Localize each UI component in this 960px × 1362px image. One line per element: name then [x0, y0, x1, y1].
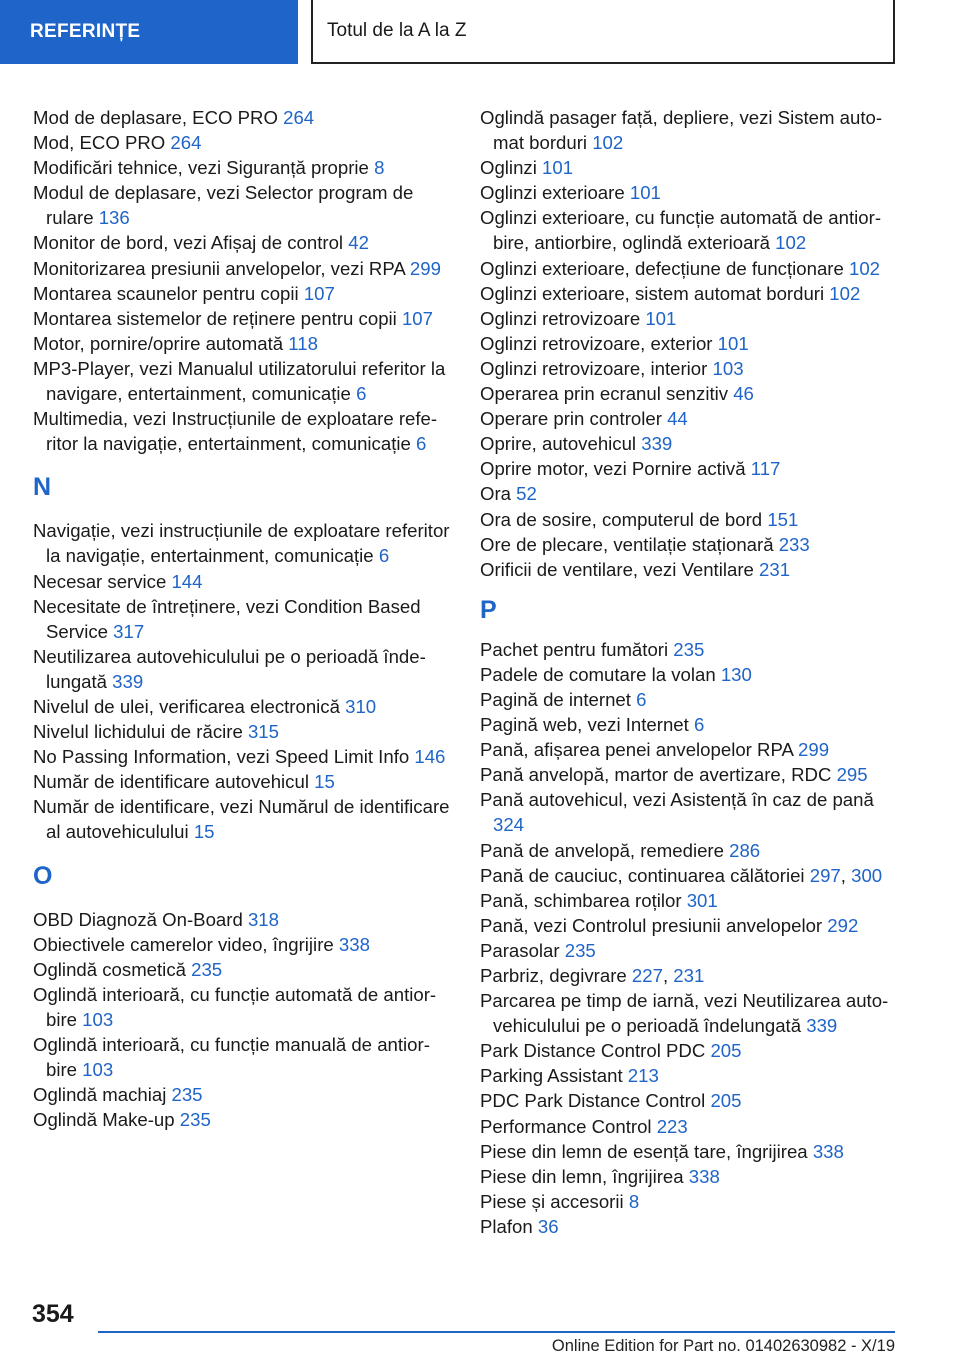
page-link[interactable]: 235 [564, 939, 596, 961]
entry-text: Pană de anvelopă, remediere [480, 839, 730, 861]
page-link[interactable]: 299 [798, 739, 830, 761]
index-entry [480, 281, 905, 306]
page-link[interactable]: 102 [849, 257, 881, 279]
page-link[interactable]: 102 [829, 282, 861, 304]
entry-text: Nivelul lichidului de răcire [33, 721, 248, 743]
index-entry [480, 637, 905, 662]
index-entry [480, 381, 905, 406]
page-link[interactable]: 102 [775, 232, 807, 254]
entry-text: Piese și accesorii [480, 1190, 629, 1212]
index-entry [33, 406, 453, 456]
entry-text: Număr de identificare, vezi Numărul de identificare al autovehiculului [33, 796, 450, 843]
page-link[interactable]: 6 [378, 545, 390, 567]
entry-text: Operare prin controler [480, 408, 668, 430]
entry-text: Park Distance Control PDC [480, 1040, 711, 1062]
entry-text: Modul de deplasare, vezi Selector program de rulare [33, 182, 414, 229]
entry-text: MP3-Player, vezi Manualul utilizatorului referitor la navigare, entertainment, comunicație [33, 357, 446, 405]
index-entry [33, 957, 453, 982]
page-link[interactable]: 339 [641, 433, 673, 455]
index-entry [480, 938, 905, 963]
page-link[interactable]: 151 [767, 508, 799, 530]
page-link[interactable]: 15 [314, 771, 335, 793]
entry-text: Oglinzi exterioare, defecțiune de funcționare [480, 257, 849, 279]
entry-text: Mod de deplasare, ECO PRO [33, 107, 284, 128]
page-link[interactable]: 107 [401, 307, 433, 329]
entry-text: Ore de plecare, ventilație staționară [480, 533, 779, 555]
index-entry [480, 662, 905, 687]
entry-text: , [840, 864, 852, 886]
index-entry [480, 888, 905, 913]
entry-text: Oglindă interioară, cu funcție automată de antiorbire [33, 983, 437, 1030]
entry-text: PDC Park Distance Control [480, 1090, 711, 1112]
page-link[interactable]: 235 [673, 638, 705, 660]
entry-text: Padele de comutare la volan [480, 663, 721, 685]
entry-text: Oprire, autovehicul [480, 433, 642, 455]
index-entry [480, 557, 905, 582]
page-link[interactable]: 339 [806, 1015, 838, 1037]
index-entry [480, 988, 905, 1038]
page-link[interactable]: 338 [338, 933, 370, 955]
index-entry [33, 130, 453, 155]
page-link[interactable]: 235 [191, 958, 223, 980]
entry-text: Oglindă Make-up [33, 1109, 180, 1131]
page-link[interactable]: 46 [733, 383, 754, 405]
page-link[interactable]: 338 [812, 1140, 844, 1162]
entry-text: Pagină web, vezi Internet [480, 714, 694, 736]
page-link[interactable]: 235 [179, 1109, 211, 1131]
index-entry [480, 155, 905, 180]
page-link[interactable]: 213 [627, 1065, 659, 1087]
entry-text: Număr de identificare autovehicul [33, 771, 315, 793]
page-link[interactable]: 144 [171, 570, 203, 592]
index-entry [480, 1214, 905, 1239]
index-entry [480, 963, 905, 988]
entry-text: Pană, schimbarea roților [480, 889, 687, 911]
page-link[interactable]: 103 [82, 1008, 114, 1030]
entry-text: Pană anvelopă, martor de avertizare, RDC [480, 764, 837, 786]
index-letter-heading: N [33, 473, 52, 502]
page-link[interactable]: 102 [592, 132, 624, 154]
entry-text: Oprire motor, vezi Pornire activă [480, 458, 751, 480]
entry-text: Oglinzi retrovizoare [480, 307, 646, 329]
index-entry [33, 518, 453, 568]
index-entry [33, 230, 453, 255]
entry-text: Necesitate de întreținere, vezi Condition Based Service [33, 595, 421, 642]
index-entry [480, 1114, 905, 1139]
entry-text: , [662, 965, 674, 986]
entry-text: Navigație, vezi instrucțiunile de exploatare referitor la navigație, entertainment, comunicație [33, 520, 450, 567]
index-entry [480, 180, 905, 205]
index-entry [33, 744, 453, 769]
page-link[interactable]: 101 [645, 307, 677, 329]
entry-text: No Passing Information, vezi Speed Limit Info [33, 746, 415, 768]
index-entry [480, 687, 905, 712]
index-entry [480, 1189, 905, 1214]
entry-text: Montarea scaunelor pentru copii [33, 282, 304, 304]
index-letter-heading: O [33, 861, 53, 890]
entry-text: Operarea prin ecranul senzitiv [480, 383, 734, 405]
index-entry [480, 481, 905, 506]
entry-text: Piese din lemn, îngrijirea [480, 1165, 689, 1187]
page-link[interactable]: 130 [720, 663, 752, 685]
entry-text: Ora de sosire, computerul de bord [480, 508, 768, 530]
page-link[interactable]: 107 [303, 282, 335, 304]
footer-edition: Online Edition for Part no. 01402630982 - X/19 [551, 1337, 895, 1355]
page-link[interactable]: 301 [686, 889, 718, 911]
index-column-left [33, 105, 453, 1132]
entry-text: Monitorizarea presiunii anvelopelor, vezi RPA [33, 257, 410, 279]
index-entry [480, 532, 905, 557]
entry-text: Oglinzi exterioare [480, 182, 630, 204]
entry-text: Performance Control [480, 1115, 657, 1137]
page-link[interactable]: 36 [537, 1215, 559, 1237]
page-link[interactable]: 118 [288, 332, 318, 354]
index-entry [480, 1139, 905, 1164]
index-entry [480, 507, 905, 532]
index-column-right [480, 105, 905, 1239]
page-link[interactable]: 103 [82, 1059, 114, 1081]
index-entry [480, 256, 905, 281]
footer-divider [98, 1331, 895, 1333]
entry-text: Plafon [480, 1215, 538, 1237]
section-title: REFERINȚE [30, 21, 141, 42]
entry-text: Monitor de bord, vezi Afișaj de control [33, 232, 349, 254]
page-link[interactable]: 44 [667, 408, 688, 430]
index-entry [480, 306, 905, 331]
index-entry [480, 456, 905, 481]
page-link[interactable]: 295 [836, 764, 868, 786]
entry-text: Ora [480, 483, 517, 505]
entry-text: Oglindă pasager față, depliere, vezi Sistem automat borduri [480, 107, 883, 154]
page-link[interactable]: 324 [493, 814, 525, 836]
chapter-title: Totul de la A la Z [327, 20, 467, 41]
page-link[interactable]: 8 [374, 157, 385, 179]
entry-text: Pană de cauciuc, continuarea călătoriei [480, 864, 810, 886]
index-entry [480, 1063, 905, 1088]
entry-text: Neutilizarea autovehiculului pe o perioadă îndelungată [33, 645, 426, 692]
page-link[interactable]: 227 [631, 965, 663, 986]
index-letter-heading: P [480, 595, 497, 624]
page-link[interactable]: 15 [193, 821, 215, 843]
index-entry [480, 913, 905, 938]
page-link[interactable]: 8 [628, 1190, 640, 1212]
entry-text: Oglinzi [480, 157, 543, 179]
entry-text: Oglindă interioară, cu funcție manuală de antiorbire [33, 1034, 430, 1081]
index-entry [480, 331, 905, 356]
page-link[interactable]: 297 [809, 864, 841, 886]
page-link[interactable]: 300 [851, 864, 883, 886]
entry-text: Oglindă machiaj [33, 1084, 172, 1106]
page-link[interactable]: 205 [710, 1090, 742, 1112]
entry-text: Pagină de internet [480, 688, 637, 710]
index-entry [33, 180, 453, 230]
page-link[interactable]: 205 [710, 1040, 742, 1062]
page-link[interactable]: 299 [409, 257, 441, 279]
index-entry [33, 281, 453, 306]
page-link[interactable]: 286 [729, 839, 761, 861]
page-link[interactable]: 52 [516, 483, 537, 505]
index-entry [33, 356, 453, 406]
page-link[interactable]: 146 [414, 746, 446, 768]
entry-text: Pană autovehicul, vezi Asistență în caz de pană [480, 789, 874, 811]
index-entry [480, 737, 905, 762]
index-entry [480, 406, 905, 431]
page-link[interactable]: 6 [416, 433, 427, 455]
entry-text: Obiectivele camerelor video, îngrijire [33, 933, 339, 955]
page-link[interactable]: 6 [693, 714, 705, 736]
entry-text: Oglinzi retrovizoare, exterior [480, 332, 718, 354]
entry-text: Nivelul de ulei, verificarea electronică [33, 695, 346, 717]
index-entry [33, 594, 453, 644]
section-tab [0, 0, 298, 64]
entry-text: Oglinzi exterioare, cu funcție automată de antiorbire, antiorbire, oglindă exterioară [480, 207, 882, 254]
index-entry [480, 205, 905, 255]
entry-text: Pană, afișarea penei anvelopelor RPA [480, 739, 799, 761]
index-entry [33, 306, 453, 331]
index-entry [480, 431, 905, 456]
index-entry [480, 1164, 905, 1189]
chapter-header [311, 0, 895, 64]
page-link[interactable]: 101 [629, 182, 661, 204]
page-link[interactable]: 292 [827, 914, 859, 936]
index-entry [33, 1107, 453, 1132]
page-link[interactable]: 338 [688, 1165, 720, 1187]
page-link[interactable]: 318 [247, 908, 279, 930]
entry-text: Parasolar [480, 939, 565, 961]
page-number: 354 [32, 1300, 74, 1328]
page-link[interactable]: 233 [778, 533, 810, 555]
index-entry [33, 982, 453, 1032]
entry-text: Parking Assistant [480, 1065, 628, 1087]
index-entry [33, 644, 453, 694]
page-link[interactable]: 136 [98, 207, 130, 229]
index-entry [33, 256, 453, 281]
index-entry [33, 932, 453, 957]
index-entry [480, 863, 905, 888]
entry-text: Parcarea pe timp de iarnă, vezi Neutilizarea autovehiculului pe o perioadă îndelungată [480, 990, 889, 1037]
index-entry [480, 787, 905, 837]
page-link[interactable]: 42 [348, 232, 369, 254]
index-entry [33, 331, 453, 356]
page-link[interactable]: 317 [113, 620, 145, 642]
page-link[interactable]: 6 [356, 383, 367, 405]
index-entry [480, 1038, 905, 1063]
page-link[interactable]: 101 [717, 332, 749, 354]
index-entry [33, 694, 453, 719]
index-entry [33, 155, 453, 180]
entry-text: Motor, pornire/oprire automată [33, 332, 289, 354]
index-entry [480, 1088, 905, 1113]
page-link[interactable]: 339 [112, 670, 144, 692]
page-link[interactable]: 231 [759, 558, 791, 580]
page-link[interactable]: 264 [283, 107, 315, 128]
page-link[interactable]: 117 [750, 458, 781, 480]
entry-text: OBD Diagnoză On-Board [33, 908, 248, 930]
entry-text: Pană, vezi Controlul presiunii anvelopelor [480, 914, 828, 936]
entry-text: Orificii de ventilare, vezi Ventilare [480, 558, 760, 580]
index-entry [33, 769, 453, 794]
entry-text: Oglindă cosmetică [33, 958, 192, 980]
entry-text: Necesar service [33, 570, 172, 592]
page-link[interactable]: 231 [673, 965, 705, 986]
entry-text: Piese din lemn de esență tare, îngrijirea [480, 1140, 813, 1162]
index-entry [33, 569, 453, 594]
page-link[interactable]: 315 [247, 721, 279, 743]
entry-text: Modificări tehnice, vezi Siguranță proprie [33, 157, 375, 179]
index-entry [480, 838, 905, 863]
page-link[interactable]: 310 [345, 695, 377, 717]
index-entry [33, 907, 453, 932]
entry-text: Montarea sistemelor de reținere pentru copii [33, 307, 402, 329]
entry-text: Oglinzi retrovizoare, interior [480, 357, 713, 379]
index-entry [33, 1082, 453, 1107]
index-entry [480, 356, 905, 381]
page-link[interactable]: 103 [712, 357, 744, 379]
entry-text: Oglinzi exterioare, sistem automat borduri [480, 282, 830, 304]
entry-text: Pachet pentru fumători [480, 638, 674, 660]
index-entry [480, 762, 905, 787]
entry-text: Parbriz, degivrare [480, 965, 632, 986]
index-entry [33, 105, 453, 130]
index-entry [33, 719, 453, 744]
page-link[interactable]: 101 [542, 157, 574, 179]
index-entry [480, 105, 905, 155]
page-link[interactable]: 6 [636, 688, 647, 710]
entry-text: Multimedia, vezi Instrucțiunile de exploatare referitor la navigație, entertainment, comunicație [33, 408, 438, 455]
entry-text: Mod, ECO PRO [33, 132, 171, 154]
index-entry [480, 712, 905, 737]
index-entry [33, 1032, 453, 1082]
page-link[interactable]: 223 [656, 1115, 688, 1137]
page-link[interactable]: 235 [171, 1084, 203, 1106]
page-link[interactable]: 264 [170, 132, 202, 154]
index-entry [33, 794, 453, 844]
